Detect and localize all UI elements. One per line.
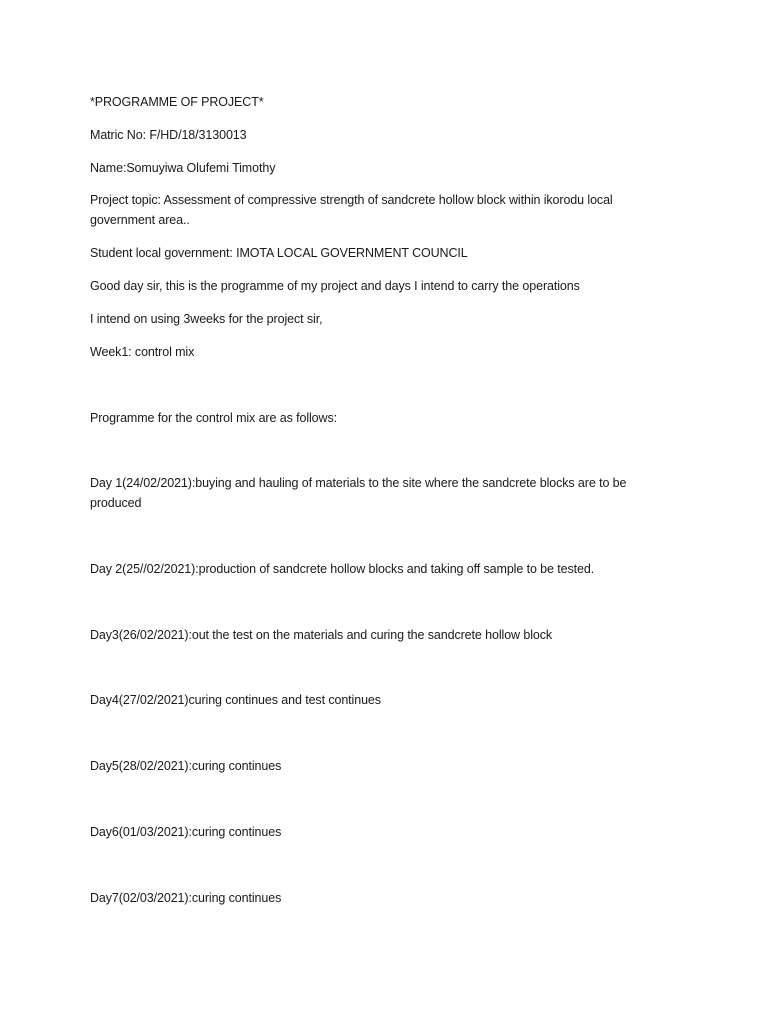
day-entry: Day 2(25//02/2021):production of sandcrete hollow blocks and taking off sample to be tested. xyxy=(90,562,595,576)
student-local-government: Student local government: IMOTA LOCAL GOVERNMENT COUNCIL xyxy=(90,246,468,260)
day-entry: Day7(02/03/2021):curing continues xyxy=(90,891,282,905)
programme-intro: Programme for the control mix are as follows: xyxy=(90,411,337,425)
duration-paragraph: I intend on using 3weeks for the project sir, xyxy=(90,312,323,326)
day-entry: Day6(01/03/2021):curing continues xyxy=(90,825,282,839)
week1-heading: Week1: control mix xyxy=(90,345,195,359)
student-name: Name:Somuyiwa Olufemi Timothy xyxy=(90,161,276,175)
project-topic: Project topic: Assessment of compressive strength of sandcrete hollow block within ikorodu local government area.. xyxy=(90,193,613,227)
day-entry: Day4(27/02/2021)curing continues and test continues xyxy=(90,693,381,707)
greeting-paragraph: Good day sir, this is the programme of my project and days I intend to carry the operations xyxy=(90,279,580,293)
matric-number: Matric No: F/HD/18/3130013 xyxy=(90,128,247,142)
day-entry: Day5(28/02/2021):curing continues xyxy=(90,759,282,773)
day-entry: Day 1(24/02/2021):buying and hauling of materials to the site where the sandcrete blocks are to be produced xyxy=(90,476,627,510)
day-entry: Day3(26/02/2021):out the test on the materials and curing the sandcrete hollow block xyxy=(90,628,553,642)
document-heading: *PROGRAMME OF PROJECT* xyxy=(90,95,264,109)
